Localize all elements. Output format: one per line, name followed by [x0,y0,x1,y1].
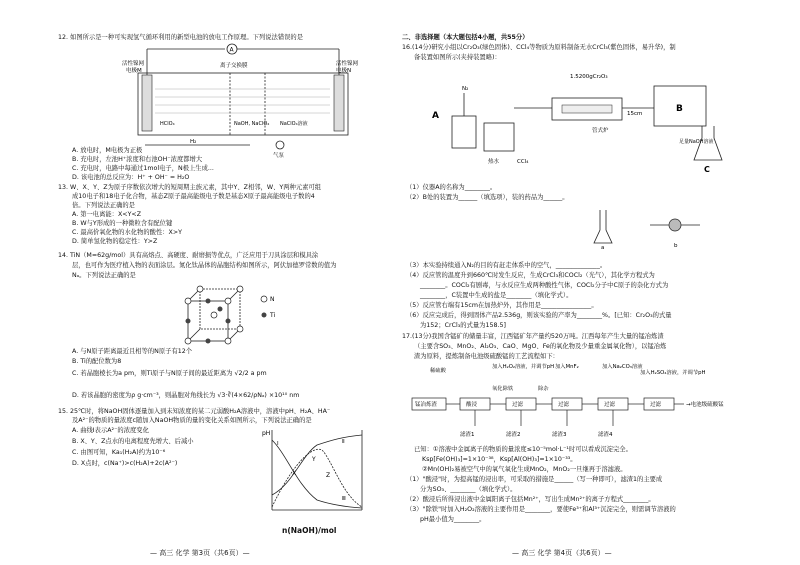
side-1: 氧化除铁 [492,386,514,392]
option-b-bulb [669,219,681,231]
legend-ti-icon [262,313,267,318]
electrode-m [142,75,152,131]
residue-4: 滤渣4 [598,432,613,438]
q16-option-figures [590,205,710,250]
q16-line-1: （1）仪器A的名称为________。 [406,184,497,191]
curve-1 [272,435,362,495]
step-1: 锰冶炼渣 [415,402,438,408]
page-footer-4: — 高三 化学 第4页（共6页）— [512,549,612,557]
q15-chart [262,425,372,520]
ammeter-label: A [229,46,234,54]
furnace-label: 管式炉 [592,128,609,134]
q16-line-7: （5）反应管右端有15cm在加热炉外，其作用是________________。 [406,302,598,309]
q16-apparatus-figure [432,68,732,173]
option-a-label: a [601,245,605,251]
electrode-m-label: 活性镍网 [122,61,145,67]
water-bath [484,123,514,151]
mass-label: 1.5200gCr₂O₃ [570,74,608,80]
q16-stem-1: 16.(14分)研究小组以Cr₂O₃(绿色固体)、CCl₄等物质为原料制备无水CrCl₃(紫色固体，易升华)，制 [402,44,676,51]
q16-line-8: （6）反应完成后，得到固体产品2.536g，则该实验的产率为________%。[已知：Cr₂O₃的式量 [406,312,672,319]
q12-stem: 12. 如图所示是一种可实现氢气循环利用的新型电池的放电工作原理。下列说法错误的是 [58,34,304,41]
point-y-label: Y [312,456,316,463]
curve-2-label: Ⅱ [342,439,345,445]
q15-stem-2: 及A²⁻的物质的量浓度c随加入NaOH物质的量的变化关系如图所示，下列说法正确的是 [72,417,312,424]
q17-stem-3: 渣为原料，提炼制备电池级硫酸锰的工艺流程如下： [414,353,559,360]
pump-icon [276,141,284,149]
q14-stem-3: Nₐ。下列说法正确的是 [72,272,136,279]
h2-label: H₂ [190,139,197,145]
electrode-n-label: 活性镍网 [336,61,359,67]
q14-stem-2: 层，也可作为医疗植入物的表面涂层。氮化钛晶体的晶胞结构如图所示，阿伏加德罗常数的值为 [72,262,337,269]
page-4 [400,0,800,565]
curve-2 [272,440,362,508]
label-a: A [432,111,439,121]
q12-option-a: A. 放电时，M电极为正极 [72,147,143,154]
q17-stem-1: 17.(13分)我国含锰矿的储量丰富，江西锰矿年产量约520万吨。江西每年产生大量的锰冶炼渣 [402,333,664,340]
n2-label: N₂ [462,86,469,92]
q15-option-a: A. 曲线Ⅰ表示A²⁻的浓度变化 [72,427,149,434]
option-a-tube [594,210,612,243]
q16-line-5: ________。COCl₂有剧毒，与水反应生成两种酸性气体，COCl₂分子中C原子的杂化方式为 [420,282,669,289]
label-b: B [676,104,683,114]
chart-xlabel: n(NaOH)/mol [282,526,337,535]
q14-option-a: A. 与N原子距离最近且相等的N原子有12个 [72,348,193,355]
naoh-label: 足量NaOH溶液 [679,139,714,145]
flow-top-labels [430,362,705,376]
right-solution-label: NaClO₄溶液 [280,121,308,127]
q16-line-4: （4）反应管的温度升到660℃时发生反应，生成CrCl₃和COCl₂（光气），其化学方程式为 [406,272,655,279]
solution-hatching [155,89,330,113]
step-4: 过滤 [558,402,570,408]
q12-option-b: B. 充电时，左池H⁺浓度和右池OH⁻浓度都增大 [72,156,203,163]
step-5: 过滤 [604,402,616,408]
electrode-n-label-2: 电极N [336,68,352,74]
q16-line-2: （2）B处的装置为______（填选项），装的药品为______。 [406,194,569,201]
q14-option-d: D. 若该晶胞的密度为ρ g·cm⁻³，则晶胞对角线长为 √3·∛(4×62/ρNₐ) ×10¹⁰ nm [72,392,300,399]
q12-option-d: D. 该电池的总反应为：H⁺ + OH⁻ = H₂O [72,174,190,181]
q14-stem-1: 14. TiN（M=62g/mol）具有高熔点、高硬度、耐磨损等优点，广泛应用于刀具涂层和模具涂 [58,252,319,259]
q16-stem-2: 备装置如图所示(夹持装置略)： [414,54,501,61]
q17-line-7: （3）"除铁"时加入H₂O₂溶液的主要作用是________，要使Fe³⁺和Al³⁺沉淀完全，则需调节溶液的 [406,506,676,513]
legend-n-label: N [270,296,275,303]
section-heading: 二、非选择题（本大题包括4小题，共55分） [402,34,529,41]
reagent-3: 加入MnF₂ [555,364,579,370]
legend-ti-label: Ti [270,312,276,319]
residue-3: 滤渣3 [552,432,567,438]
residue-2: 滤渣2 [506,432,521,438]
point-z-label: Z [326,472,331,479]
q17-line-2: Ksp[Fe(OH)₃]=1×10⁻³⁸，Ksp[Al(OH)₃]=1×10⁻³³。 [422,456,577,463]
q17-line-8: pH最小值为________。 [420,516,486,523]
step-6: 过滤 [650,402,662,408]
q17-line-6: （2）酸浸后所得浸出液中金属阳离子包括Mn²⁺，写出生成Mn²⁺的离子方程式________。 [406,496,655,503]
q13-option-b: B. W与Y形成的一种微粒含有配位键 [72,220,173,227]
q16-line-6: ________，C装置中生成的盐是________（填化学式）。 [420,292,573,299]
membrane-label: 离子交换膜 [220,63,248,69]
side-2: 除杂 [538,386,549,392]
ccl4-label: CCl₄ [517,159,529,165]
q15-option-b: B. X、Y、Z点水的电离程度先增大、后减小 [72,438,194,445]
curve-1-label: Ⅰ [277,441,279,447]
q17-line-1: 已知：①溶液中金属离子的物质的量浓度≤10⁻⁵mol·L⁻¹时可以看成沉淀完全。 [414,446,632,453]
page-footer-3: — 高三 化学 第3页（共6页）— [150,549,250,557]
legend-n-icon [261,296,267,302]
label-c: C [704,165,710,174]
tin-unit-cell-figure [180,285,276,345]
point-x-label: X [292,470,297,477]
q17-stem-2: （主要含SO₃、MnO₂、Al₂O₃、CaO、MgO、Fe的氧化物及少量重金属氧化物），以锰冶炼 [414,343,667,350]
electrode-n [334,75,344,131]
q12-option-c: C. 充电时，电路中每通过1mol电子，N极上生成... [72,165,214,172]
option-b-label: b [674,243,678,249]
flask-a [452,116,476,148]
chart-ylabel: pH [262,430,271,437]
q15-option-d: D. X点时，c(Na⁺)>c(H₂A)+2c(A²⁻) [72,460,178,467]
q13-option-a: A. 第一电离能：X<Y<Z [72,211,142,218]
q14-option-c: C. 若晶胞棱长为a pm，则Ti原子与N原子间的最近距离为 √2/2 a pm [72,370,267,377]
q13-stem-3: 倍。下列说法正确的是 [72,202,135,209]
curve-3-label: Ⅲ [342,496,346,502]
reagent-2: 加入H₂O₂溶液，并调节pH [492,364,555,370]
q17-line-4: （1）"酸浸"时，为提高锰的浸出率，可采取的措施是______（写一种即可），滤渣1的主要成 [406,476,663,483]
q13-stem-2: 成10电子和18电子化合物，基态Z原子最高能级电子数是基态X原子最高能级电子数的4 [72,193,315,200]
residue-1: 滤渣1 [460,432,475,438]
q12-battery-figure [122,45,370,159]
left-solution-label: HClO₄ [160,121,175,127]
step-2: 酸浸 [466,402,478,408]
mid-solution-label: NaOH, NaClO₄ [234,121,270,127]
bath-label: 热水 [488,159,500,165]
flow-side-labels [492,384,549,392]
q15-stem-1: 15. 25℃时，将NaOH固体逐量加入到未知浓度的某二元弱酸H₂A溶液中，溶液中pH、H₂A、HA⁻ [58,408,331,415]
reaction-tube [562,105,612,113]
reagent-4: 加入Na₂CO₃溶液 [602,364,643,370]
step-3: 过滤 [512,402,524,408]
flow-residues [460,430,613,438]
q14-option-b: B. Ti的配位数为8 [72,358,122,365]
q13-option-d: D. 简单氢化物的稳定性：Y>Z [72,238,158,245]
flow-product: →电池级硫酸锰 [686,402,724,408]
q16-line-3: （3）本实验持续通入N₂的目的有赶走体系中的空气，______________。 [406,262,607,269]
q17-line-5: 分为SO₃、________（填化学式）。 [420,486,517,493]
dist-label: 15cm [627,111,643,117]
q13-stem-1: 13. W、X、Y、Z为原子序数依次增大的短周期主族元素，其中Y、Z相邻，W、Y两种元素可组 [58,184,322,191]
electrode-m-label-2: 电极M [126,68,142,74]
reagent-5: 加入H₂SO₄溶液，并调节pH [640,370,706,376]
q13-option-c: C. 最高价氧化物的水化物的酸性：X>Y [72,229,182,236]
q16-line-9: 为152；CrCl₃的式量为158.5] [420,322,506,329]
q15-option-c: C. 由图可知，Ka₁(H₂A)约为10⁻⁶ [72,449,166,456]
q17-line-3: ②Mn(OH)₂易被空气中的氧气氧化生成MnO₂，MnO₂一旦继再于溶滤液。 [422,466,627,473]
pump-label: 气泵 [273,153,285,159]
reagent-1: 稀硫酸 [430,368,446,374]
q17-flowchart [410,364,750,444]
